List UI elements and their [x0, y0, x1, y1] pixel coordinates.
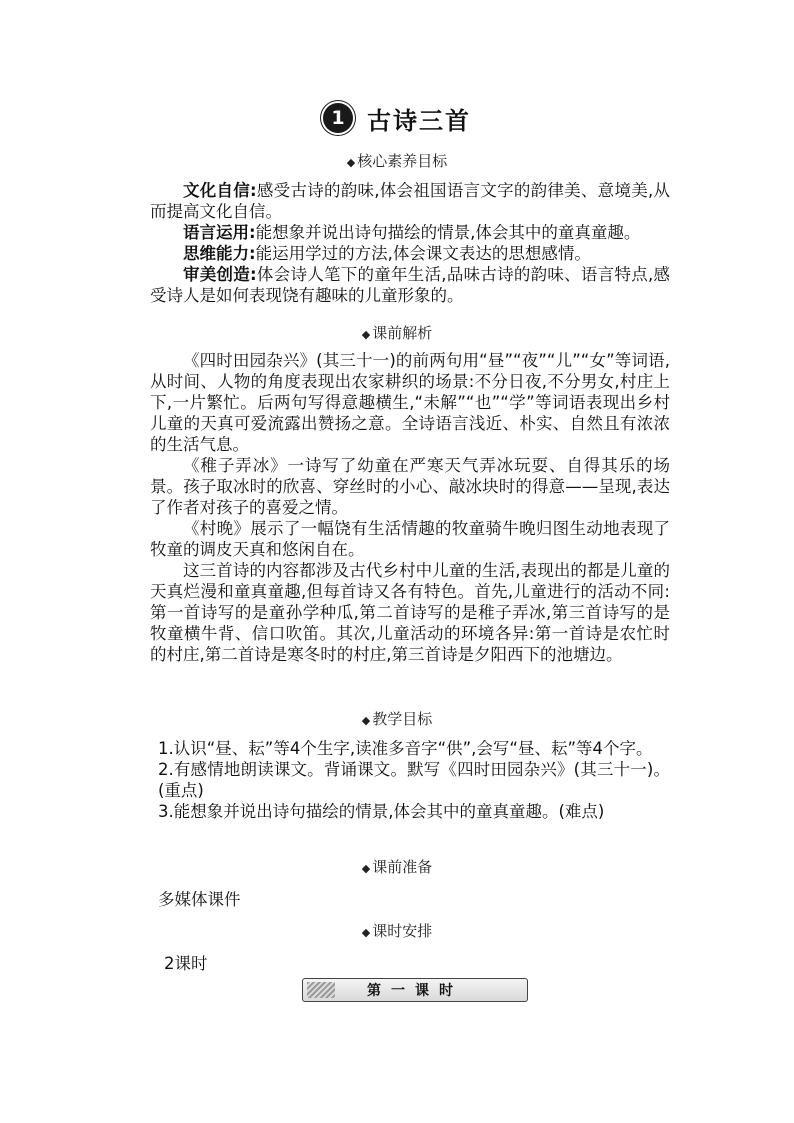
- core-goal-item: 审美创造:体会诗人笔下的童年生活,品味古诗的韵味、语言特点,感受诗人是如何表现饶有趣味的儿童形象的。: [150, 265, 670, 305]
- lesson-title: [0, 98, 794, 138]
- stripe-decoration-icon: [307, 982, 335, 998]
- preparation-text: 多媒体课件: [158, 890, 241, 909]
- analysis-paragraph: 《四时田园杂兴》(其三十一)的前两句用“昼”“夜”“儿”“女”等词语,从时间、人物的角度表现出农家耕织的场景:不分日夜,不分男女,村庄上下,一片繁忙。后两句写得意趣横生,“未解”“也”“学”等词语表现出乡村儿童的天真可爱流露出赞扬之意。全诗语言浅近、朴实、自然且有浓浓的生活气息。: [150, 351, 670, 454]
- schedule-text: 2课时: [164, 954, 208, 973]
- core-goal-item: 思维能力:能运用学过的方法,体会课文表达的思想感情。: [183, 244, 591, 263]
- diamond-icon: ◆: [361, 328, 371, 341]
- section-heading-schedule: ◆ 课时安排: [361, 922, 433, 940]
- section-heading-teaching-goals: ◆ 教学目标: [361, 710, 433, 728]
- analysis-block: [150, 350, 670, 665]
- core-goal-item: 文化自信:感受古诗的韵味,体会祖国语言文字的韵律美、意境美,从而提高文化自信。: [150, 181, 670, 221]
- teaching-goals-block: [150, 738, 670, 822]
- section-heading-analysis: ◆ 课前解析: [361, 324, 433, 342]
- page-title: 古诗三首: [367, 106, 471, 135]
- section-heading-preparation: ◆ 课前准备: [361, 858, 433, 876]
- analysis-paragraph: 《村晚》展示了一幅饶有生活情趣的牧童骑牛晚归图生动地表现了牧童的调皮天真和悠闲自在。: [150, 519, 670, 559]
- core-goals-block: [150, 180, 670, 306]
- diamond-icon: ◆: [346, 156, 356, 169]
- lesson-banner-label: 第一课时: [367, 983, 463, 999]
- lesson-number-badge: 1: [323, 103, 353, 133]
- core-goal-item: 语言运用:能想象并说出诗句描绘的情景,体会其中的童真童趣。: [183, 223, 641, 242]
- analysis-paragraph: 《稚子弄冰》一诗写了幼童在严寒天气弄冰玩耍、自得其乐的场景。孩子取冰时的欣喜、穿丝时的小心、敲冰块时的得意——呈现,表达了作者对孩子的喜爱之情。: [150, 456, 670, 517]
- teaching-goal-item: 1.认识“昼、耘”等4个生字,读准多音字“供”,会写“昼、耘”等4个字。: [158, 739, 653, 758]
- lesson-banner: [302, 978, 528, 1002]
- diamond-icon: ◆: [361, 862, 371, 875]
- diamond-icon: ◆: [361, 926, 371, 939]
- teaching-goal-item: 2.有感情地朗读课文。背诵课文。默写《四时田园杂兴》(其三十一)。(重点): [158, 760, 670, 800]
- teaching-goal-item: 3.能想象并说出诗句描绘的情景,体会其中的童真童趣。(难点): [158, 802, 605, 821]
- section-heading-core-goals: ◆ 核心素养目标: [346, 152, 448, 170]
- analysis-paragraph: 这三首诗的内容都涉及古代乡村中儿童的生活,表现出的都是儿童的天真烂漫和童真童趣,但每首诗又各有特色。首先,儿童进行的活动不同:第一首诗写的是童孙学种瓜,第二首诗写的是稚子弄冰,第三首诗写的是牧童横牛背、信口吹笛。其次,儿童活动的环境各异:第一首诗是农忙时的村庄,第二首诗是寒冬时的村庄,第三首诗是夕阳西下的池塘边。: [150, 561, 670, 664]
- diamond-icon: ◆: [361, 714, 371, 727]
